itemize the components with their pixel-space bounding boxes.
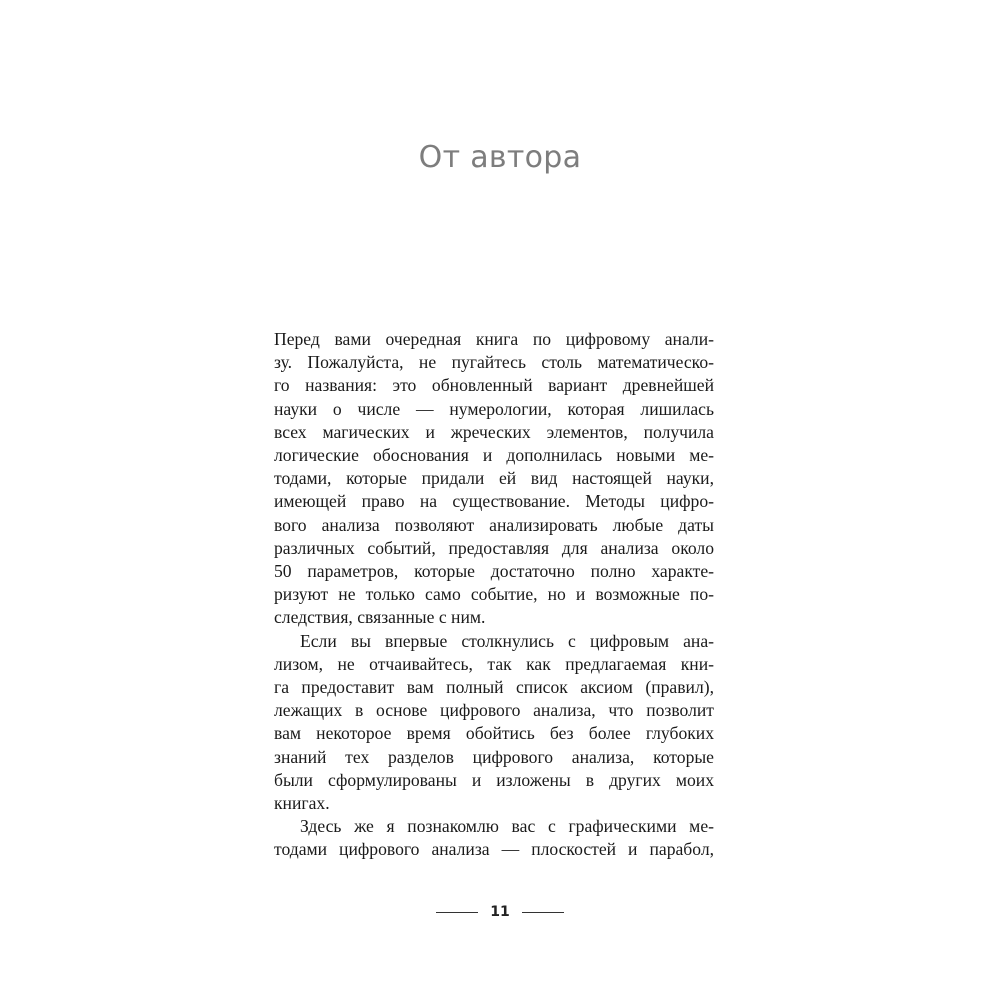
- text-line: книгах.: [274, 793, 330, 814]
- text-line: лизом, не отчаивайтесь, так как предлагаемая кни-: [274, 653, 714, 674]
- body-text: [274, 328, 714, 862]
- text-line: Здесь же я познакомлю вас с графическими ме-: [300, 816, 714, 837]
- text-line: различных событий, предоставляя для анализа около: [274, 537, 714, 558]
- text-line: имеющей право на существование. Методы цифро-: [274, 491, 714, 512]
- text-line: всех магических и жреческих элементов, получила: [274, 421, 714, 442]
- page-footer: [0, 900, 1000, 924]
- text-line: следствия, связанные с ним.: [274, 607, 486, 628]
- text-line: были сформулированы и изложены в других моих: [274, 769, 714, 790]
- page-number: 11: [490, 904, 510, 920]
- footer-rule-left: [436, 912, 478, 913]
- text-line: Перед вами очередная книга по цифровому анали-: [274, 329, 714, 349]
- text-line: логические обоснования и дополнилась новыми ме-: [274, 445, 714, 466]
- text-line: науки о числе — нумерологии, которая лишилась: [274, 398, 714, 419]
- text-line: ризуют не только само событие, но и возможные по-: [274, 584, 714, 605]
- paragraph-1: [274, 328, 714, 630]
- text-line: вого анализа позволяют анализировать любые даты: [274, 514, 714, 535]
- text-line: лежащих в основе цифрового анализа, что позволит: [274, 700, 714, 721]
- paragraph-3: [274, 815, 714, 861]
- paragraph-2: [274, 630, 714, 816]
- text-line: вам некоторое время обойтись без более глубоких: [274, 723, 714, 744]
- footer-rule-right: [522, 912, 564, 913]
- text-line: тодами цифрового анализа — плоскостей и парабол,: [274, 839, 714, 860]
- chapter-title: От автора: [418, 140, 582, 175]
- text-line: зу. Пожалуйста, не пугайтесь столь математическо-: [274, 352, 714, 373]
- text-line: га предоставит вам полный список аксиом (правил),: [274, 677, 714, 698]
- text-line: знаний тех разделов цифрового анализа, которые: [274, 746, 714, 767]
- text-line: тодами, которые придали ей вид настоящей науки,: [274, 468, 714, 489]
- text-line: 50 параметров, которые достаточно полно характе-: [274, 561, 714, 582]
- text-line: Если вы впервые столкнулись с цифровым ана-: [300, 630, 714, 651]
- text-line: го названия: это обновленный вариант древнейшей: [274, 375, 714, 396]
